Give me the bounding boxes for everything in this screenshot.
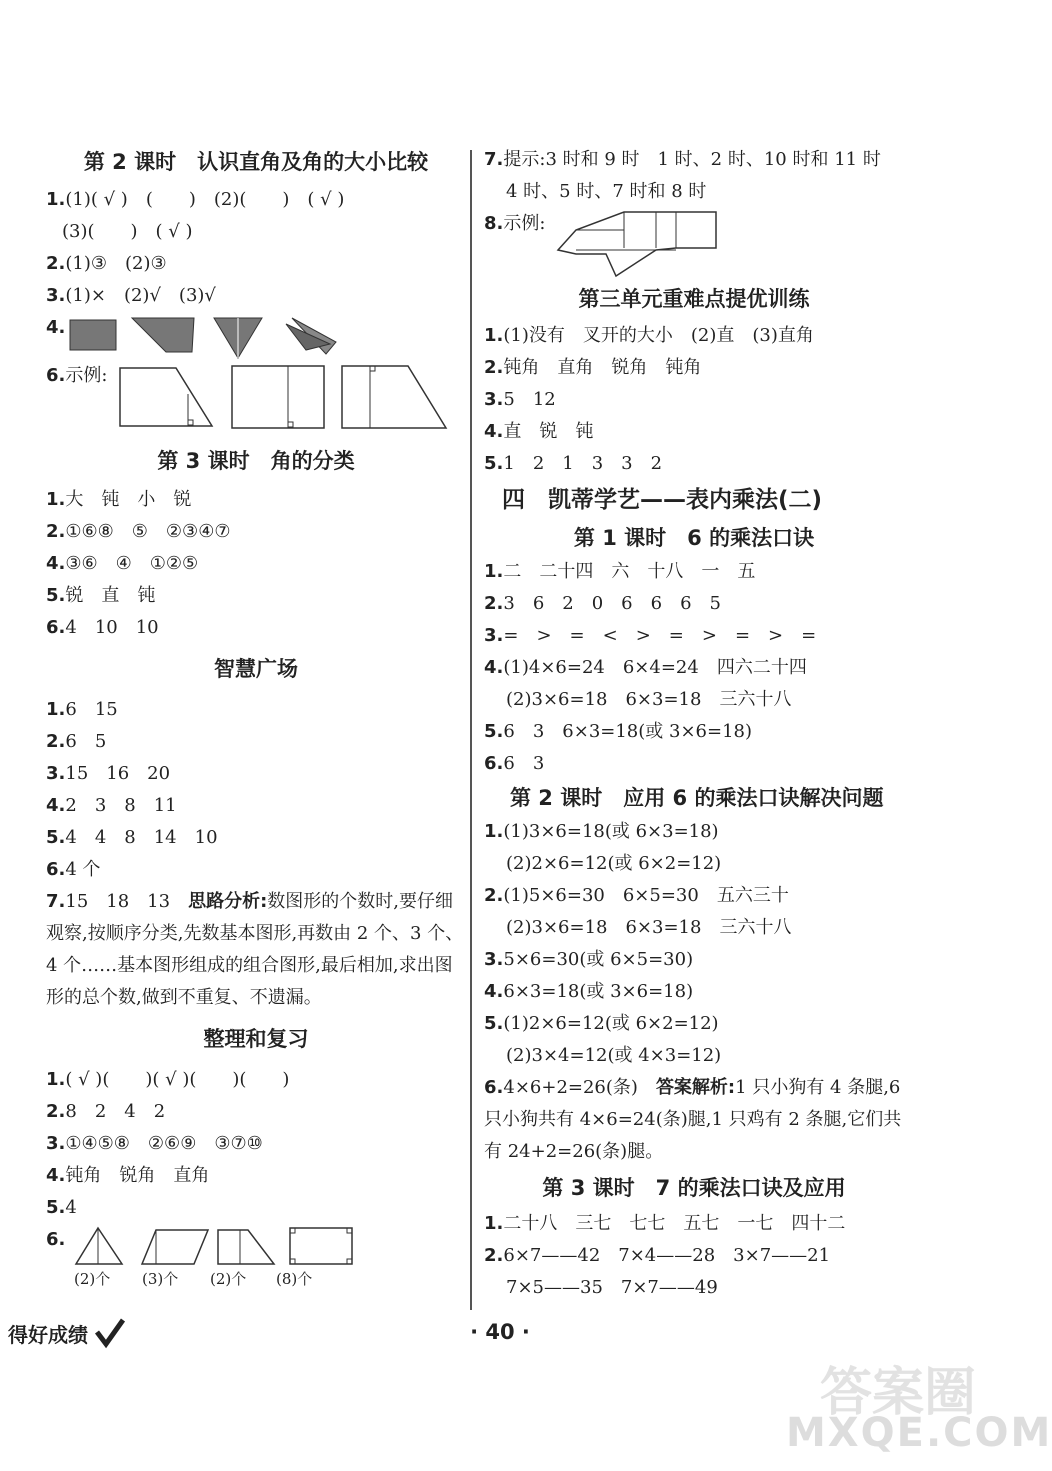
question-number: 5. [484,453,504,474]
question-number: 6. [484,753,504,774]
question-number: 1. [46,1069,66,1090]
answer-text: (1)4×6=24 6×4=24 四六二十四 [503,657,807,678]
shape-count: (2)个 [210,1270,247,1288]
answer-line-label [46,360,107,392]
shape-count: (8)个 [276,1270,313,1288]
watermark-url: MXQE.COM [786,1410,1052,1456]
answer-text: ①⑥⑧ ⑤ ②③④⑦ [65,521,231,542]
answer-text: 示例: [503,213,546,234]
answer-text: 15 16 20 [65,763,171,784]
answer-line [484,684,904,716]
answer-text: 6 3 [503,753,545,774]
answer-line [484,748,904,780]
question-number: 6. [46,1229,66,1250]
answer-list [46,1064,466,1294]
section-title: 第三单元重难点提优训练 [578,287,810,311]
answer-paragraph [46,886,466,1014]
question-number: 3. [484,389,504,410]
question-number: 1. [46,189,66,210]
answer-list [484,1208,904,1304]
question-number: 3. [46,285,66,306]
answer-line [484,848,904,880]
answer-text: (1)3×6=18(或 6×3=18) [503,821,719,842]
answer-text: 4 [65,1197,77,1218]
answer-line [46,580,466,612]
question-number: 4. [46,1165,66,1186]
question-number: 1. [46,699,66,720]
answer-line [46,1192,466,1224]
answer-line [484,1208,904,1240]
answer-text: 直 锐 钝 [503,421,594,442]
left-column [46,140,466,1294]
answer-line [484,880,904,912]
answer-text: 3 6 2 0 6 6 6 5 [503,593,721,614]
answer-line [46,1096,466,1128]
answer-text: 二 二十四 六 十八 一 五 [503,561,756,582]
answer-text: (1)( √ ) ( ) (2)( ) ( √ ) [65,189,345,210]
answer-text: 4×6+2=26(条) [503,1077,656,1098]
question-number: 1. [484,821,504,842]
answer-line-label [484,208,545,240]
question-number: 4. [484,421,504,442]
answer-line [46,790,466,822]
question-number: 6. [46,617,66,638]
answer-list [484,556,904,780]
answer-text: 钝角 直角 锐角 钝角 [503,357,702,378]
answer-list [46,184,466,438]
question-number: 8. [484,213,504,234]
answer-line [46,360,466,438]
question-number: 5. [46,585,66,606]
section-title: 第 2 课时 应用 6 的乘法口诀解决问题 [510,786,884,810]
question-number: 5. [484,1013,504,1034]
shape-counts [74,1268,312,1289]
analysis-label: 答案解析: [655,1077,736,1098]
answer-line [46,1224,466,1294]
question-number: 2. [46,253,66,274]
section-title: 第 3 课时 角的分类 [157,449,355,473]
question-number: 3. [46,763,66,784]
answer-line [484,144,904,176]
example-shapes [116,364,456,434]
answer-line [46,1064,466,1096]
answer-text: 2 3 8 11 [65,795,177,816]
question-number: 3. [484,949,504,970]
answer-line [46,822,466,854]
question-number: 5. [484,721,504,742]
answer-text: 4 10 10 [65,617,159,638]
answer-text: (1)③ (2)③ [65,253,167,274]
unit-title: 四 凯蒂学艺——表内乘法(二) [502,487,823,513]
question-number: 2. [484,885,504,906]
question-number: 4. [484,981,504,1002]
answer-line [46,484,466,516]
answer-text: ①④⑤⑧ ②⑥⑨ ③⑦⑩ [65,1133,263,1154]
section-title: 智慧广场 [214,657,298,681]
answer-text: = > = < > = > = > = [503,625,817,646]
question-number: 2. [46,731,66,752]
question-number: 4. [46,795,66,816]
answer-text: 8 2 4 2 [65,1101,166,1122]
question-number: 4. [484,657,504,678]
answer-text: (2)3×4=12(或 4×3=12) [506,1045,722,1066]
answer-line [484,976,904,1008]
answer-text: (2)3×6=18 6×3=18 三六十八 [506,689,792,710]
answer-text: 提示:3 时和 9 时 1 时、2 时、10 时和 11 时 [503,149,881,170]
answer-text: 7×5——35 7×7——49 [506,1277,718,1298]
answer-line [46,184,466,216]
answer-line [484,1008,904,1040]
answer-line [484,816,904,848]
answer-line [46,758,466,790]
answer-line [484,1272,904,1304]
answer-text: (2)3×6=18 6×3=18 三六十八 [506,917,792,938]
question-number: 1. [484,1213,504,1234]
answer-text: 二十八 三七 七七 五七 一七 四十二 [503,1213,846,1234]
answer-line [484,448,904,480]
answer-line [484,320,904,352]
answer-line [484,352,904,384]
tangram-figure [556,210,726,276]
question-number: 2. [46,521,66,542]
question-number: 6. [484,1077,504,1098]
question-number: 2. [484,357,504,378]
answer-text: (3)( ) ( √ ) [62,221,193,242]
right-column [484,144,904,1304]
page-number: · 40 · [470,1320,530,1344]
shape-count: (3)个 [142,1270,179,1288]
answer-text: 6 5 [65,731,107,752]
answer-line [484,416,904,448]
question-number: 2. [484,593,504,614]
analysis-label: 思路分析: [188,891,268,912]
section-title: 第 3 课时 7 的乘法口诀及应用 [542,1176,846,1200]
answer-list [484,816,904,1168]
question-number: 7. [484,149,504,170]
shape-count: (2)个 [74,1270,111,1288]
question-number: 1. [484,561,504,582]
answer-text: (1)× (2)√ (3)√ [65,285,216,306]
answer-line [484,1040,904,1072]
answer-text: 15 18 13 [65,891,189,912]
question-number: 5. [46,1197,66,1218]
answer-line [46,548,466,580]
answer-text: (1)2×6=12(或 6×2=12) [503,1013,719,1034]
answer-text: 钝角 锐角 直角 [65,1165,210,1186]
answer-line [46,726,466,758]
question-number: 2. [484,1245,504,1266]
answer-text: ( √ )( )( √ )( )( ) [65,1069,290,1090]
answer-line [46,216,466,248]
answer-line [484,384,904,416]
angle-figures [66,314,426,360]
answer-line [484,716,904,748]
answer-text: (1)没有 叉开的大小 (2)直 (3)直角 [503,325,814,346]
section-title: 第 2 课时 认识直角及角的大小比较 [83,150,429,174]
answer-text: 5×6=30(或 6×5=30) [503,949,694,970]
analysis-text: 数图形的个数时,要仔细观察,按顺序分类,先数基本图形,再数由 2 个、3 个、4 个……基本图形组成的组合图形,最后相加,求出图形的总个数,做到不重复、不遗漏。 [46,891,464,1008]
question-number: 7. [46,891,66,912]
answer-text: (1)5×6=30 6×5=30 五六三十 [503,885,789,906]
answer-line [484,588,904,620]
answer-line [484,176,904,208]
answer-text: 4 4 8 14 10 [65,827,218,848]
answer-text: 锐 直 钝 [65,585,156,606]
question-number: 6. [46,859,66,880]
question-number: 6. [46,365,66,386]
question-number: 3. [46,1133,66,1154]
answer-text: 4 个 [65,859,101,880]
answer-line [484,1240,904,1272]
question-number: 5. [46,827,66,848]
answer-line [46,1160,466,1192]
answer-line [484,556,904,588]
question-number: 2. [46,1101,66,1122]
answer-line [46,280,466,312]
answer-text: 大 钝 小 锐 [65,489,192,510]
answer-line [46,854,466,886]
answer-text: ③⑥ ④ ①②⑤ [65,553,199,574]
answer-text: 1 2 1 3 3 2 [503,453,663,474]
brand-logo-text: 得好成绩 [8,1323,88,1347]
answer-line [46,694,466,726]
answer-list [46,484,466,644]
answer-line [484,652,904,684]
analysis-text: 1 只小狗有 4 条腿,6 只小狗共有 4×6=24(条)腿,1 只鸡有 2 条腿,它们共有 24+2=26(条)腿。 [484,1077,902,1162]
answer-list [46,694,466,1014]
question-number: 1. [484,325,504,346]
answer-text: (2)2×6=12(或 6×2=12) [506,853,722,874]
watermark-text: 答案圈 [820,1363,977,1423]
answer-text: 6×3=18(或 3×6=18) [503,981,694,1002]
answer-line [46,312,466,360]
answer-line [46,248,466,280]
answer-text: 5 12 [503,389,556,410]
answer-paragraph [484,1072,904,1168]
question-number: 4. [46,553,66,574]
answer-line [484,912,904,944]
answer-line [46,612,466,644]
answer-line [46,516,466,548]
section-title: 第 1 课时 6 的乘法口诀 [573,526,815,550]
shape-figures [68,1224,368,1268]
answer-line [46,1128,466,1160]
answer-line [484,944,904,976]
column-divider [470,150,472,1310]
answer-text: 6×7——42 7×4——28 3×7——21 [503,1245,831,1266]
answer-text: 示例: [65,365,108,386]
question-number: 4. [46,317,66,338]
question-number: 3. [484,625,504,646]
answer-text: 4 时、5 时、7 时和 8 时 [506,181,707,202]
answer-text: 6 3 6×3=18(或 3×6=18) [503,721,752,742]
section-title: 整理和复习 [203,1027,309,1051]
answer-line [484,208,904,278]
question-number: 1. [46,489,66,510]
answer-text: 6 15 [65,699,118,720]
answer-line [484,620,904,652]
answer-list [484,320,904,480]
